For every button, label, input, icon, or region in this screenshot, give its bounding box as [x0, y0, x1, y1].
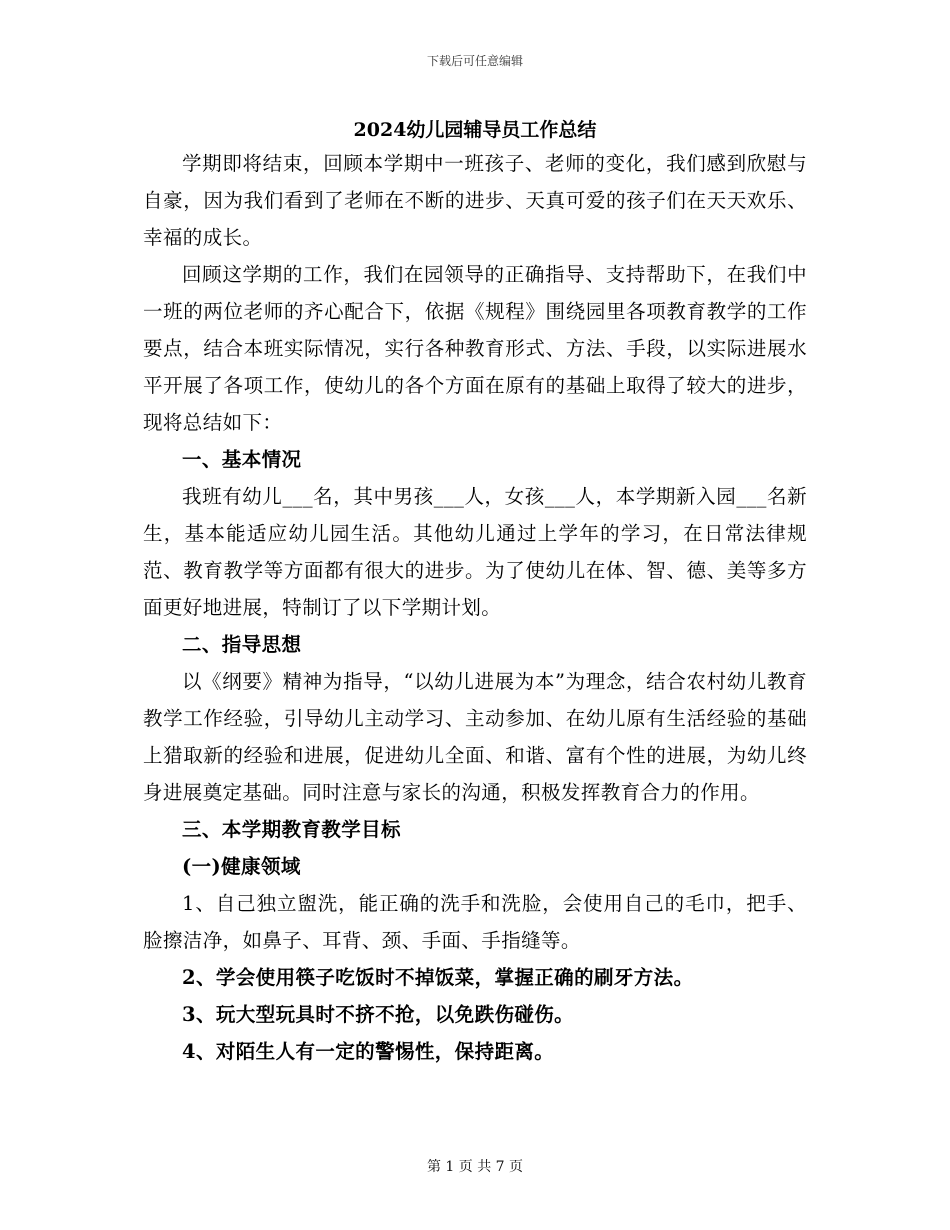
- section-heading-basic: 一、基本情况: [182, 448, 302, 471]
- paragraph-review: 回顾这学期的工作，我们在园领导的正确指导、支持帮助下，在我们中一班的两位老师的齐心配合下，依据《规程》围绕园里各项教育教学的工作要点，结合本班实际情况，实行各种教育形式、方法、手段，以实际进展水平开展了各项工作，使幼儿的各个方面在原有的基础上取得了较大的进步，现将总结如下：: [143, 263, 807, 434]
- page-title: 2024幼儿园辅导员工作总结: [353, 119, 597, 141]
- section-heading-goals: 三、本学期教育教学目标: [182, 818, 401, 841]
- list-item-health-1: 1、自己独立盥洗，能正确的洗手和洗脸，会使用自己的毛巾，把手、脸擦洁净，如鼻子、耳背、颈、手面、手指缝等。: [143, 892, 807, 952]
- section-heading-guidance: 二、指导思想: [182, 633, 302, 656]
- paragraph-guidance: 以《纲要》精神为指导，“以幼儿进展为本”为理念，结合农村幼儿教育教学工作经验，引导幼儿主动学习、主动参加、在幼儿原有生活经验的基础上猎取新的经验和进展，促进幼儿全面、和谐、富有个性的进展，为幼儿终身进展奠定基础。同时注意与家长的沟通，积极发挥教育合力的作用。: [143, 670, 807, 804]
- header-note: 下载后可任意编辑: [426, 54, 523, 68]
- list-item-health-2: 2、学会使用筷子吃饭时不掉饭菜，掌握正确的刷牙方法。: [182, 966, 694, 989]
- list-item-health-3: 3、玩大型玩具时不挤不抢，以免跌伤碰伤。: [182, 1003, 575, 1026]
- paragraph-intro: 学期即将结束，回顾本学期中一班孩子、老师的变化，我们感到欣慰与自豪，因为我们看到了老师在不断的进步、天真可爱的孩子们在天天欢乐、幸福的成长。: [143, 152, 807, 249]
- page-number: 第 1 页 共 7 页: [426, 1159, 524, 1175]
- list-item-health-4: 4、对陌生人有一定的警惕性，保持距离。: [182, 1040, 555, 1063]
- document-body: [143, 145, 807, 1070]
- paragraph-basic-info: 我班有幼儿___名，其中男孩___人，女孩___人，本学期新入园___名新生，基本能适应幼儿园生活。其他幼儿通过上学年的学习，在日常法律规范、教育教学等方面都有很大的进步。为了使幼儿在体、智、德、美等多方面更好地进展，特制订了以下学期计划。: [143, 485, 807, 619]
- subsection-heading-health: (一)健康领域: [182, 855, 301, 878]
